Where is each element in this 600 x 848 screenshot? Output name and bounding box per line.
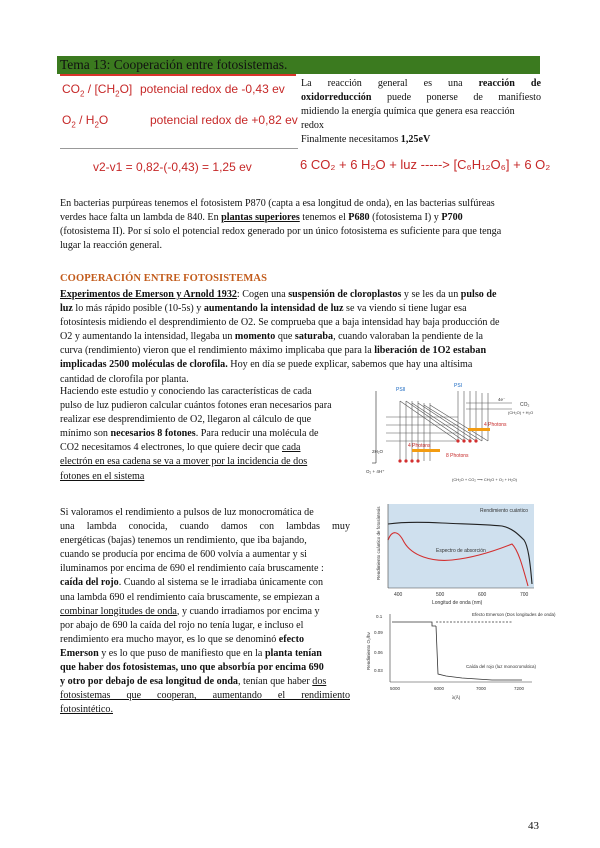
emerson-xtick: 7000 [476, 686, 487, 691]
formula-text: O] [119, 82, 133, 96]
text: iluminamos por encima de 690 el rendimiento caía bruscamente : [60, 563, 324, 575]
text: puede ponerse de manifiesto [371, 92, 541, 104]
formula-text: CO [62, 82, 80, 96]
text: mínimo son [60, 428, 111, 440]
formula-divider [60, 148, 298, 149]
red-drop-paragraph [60, 506, 350, 717]
text: lugar la reacción general. [60, 240, 162, 252]
text: cada [281, 442, 301, 454]
page-number: 43 [528, 820, 539, 832]
header-underline [60, 74, 296, 76]
text: tenemos el [299, 212, 349, 224]
redox-value-1: potencial redox de -0,43 ev [140, 82, 285, 96]
text: oxidorreducción [301, 92, 372, 104]
text: . Para reducir una molécula de [195, 428, 319, 440]
page-title: Tema 13: Cooperación entre fotosistemas. [60, 57, 288, 72]
text: una lambda conocida, cuando damos con lambdas muy [60, 521, 350, 533]
text: . Cuando al sistema se le irradiaba únicamente con [118, 577, 324, 589]
z-label-ch2o: (CH₂O) + H₂O [508, 410, 534, 415]
text: Hoy en día se puede explicar, sabemos que hay una altísima [227, 359, 473, 371]
emerson-label-drop: Caída del rojo (luz monocromática) [466, 664, 537, 669]
text: dos [312, 676, 327, 688]
text: P680 [348, 212, 370, 224]
spectrum-tick: 400 [394, 592, 403, 598]
text: redox [301, 120, 324, 132]
text: y es lo que puso de manifiesto que en la [98, 647, 265, 659]
text: CO2 necesitamos 4 electrones, lo que quiere decir que [60, 442, 282, 454]
z-label-4e: 4e⁻ [498, 397, 506, 402]
text: liberación de 1O2 estaban [374, 345, 487, 357]
text: cantidad de clorofila por planta. [60, 373, 189, 385]
emerson-xtick: 5000 [390, 686, 401, 691]
emerson-paragraph [60, 288, 542, 387]
text: saturaba [294, 331, 334, 343]
z-label-4photons: 4 Photons [484, 422, 507, 428]
photosynthesis-equation: 6 CO₂ + 6 H₂O + luz -----> [C₆H₁₂O₆] + 6 O₂ [300, 157, 551, 172]
text: pulso de [460, 289, 497, 300]
z-label-psi: PSI [454, 383, 463, 389]
emerson-xtick: 6000 [434, 686, 445, 691]
spectrum-tick: 700 [520, 592, 529, 598]
z-label-psii: PSII [396, 387, 406, 393]
formula-text: O [98, 113, 109, 127]
text: que haber dos fotosistemas, uno que absorbía por encima 690 [60, 662, 324, 674]
emerson-label-effect: Efecto Emerson (Dos longitudes de onda) [472, 612, 556, 617]
photons-paragraph [60, 385, 356, 484]
redox-value-2: potencial redox de +0,82 ev [150, 113, 298, 127]
spectrum-label-absorption: Espectro de absorción [436, 548, 486, 554]
text: Experimentos de Emerson y Arnold 1932 [60, 289, 237, 300]
text: Finalmente necesitamos [301, 134, 401, 146]
formula-text: O [62, 113, 72, 127]
emerson-effect-figure [362, 608, 556, 702]
text: una lambda 690 el rendimiento caía bruscamente, se empiezan a [60, 591, 320, 603]
section-title: COOPERACIÓN ENTRE FOTOSISTEMAS [60, 273, 268, 284]
text: se va viendo si tiene lugar esa [343, 303, 467, 315]
z-label-equation: (CH₂O + CO₂ ⟶ CH₂O + O₂ + H₂O) [452, 477, 517, 482]
text: fotosíntesis midiendo el desprendimiento de O2. Se comprueba que a baja intensidad hay baja producción de [60, 317, 500, 329]
spectrum-label-quantum: Rendimiento cuántico [480, 508, 529, 514]
text: Si valoramos el rendimiento a pulsos de luz monocromática de [60, 507, 314, 518]
text: energéticas (bajas) tenemos un rendimiento, que iba bajando, [60, 535, 307, 547]
z-label-8photons: 8 Photons [446, 453, 469, 459]
reaction-description [301, 77, 541, 147]
text: rendimiento era mucho mayor, es lo que se denominó [60, 633, 279, 645]
intro-paragraph [60, 197, 542, 253]
emerson-ytick: 0.09 [374, 630, 383, 635]
text: efecto [278, 633, 305, 645]
text: O2 y aumentando la intensidad, llegaba un [60, 331, 235, 343]
spectrum-xlabel: Longitud de onda (nm) [432, 600, 483, 606]
text: suspensión de cloroplastos [288, 289, 402, 300]
formula-text: / H [75, 113, 95, 127]
text: (fotosistema II). Por sí solo el potencial redox generado por un único fotosistema es suficiente para que tenga [60, 226, 502, 238]
text: cuando se producía por encima de 600 volvía a aumentar y si [60, 549, 307, 561]
text: fotosintético. [60, 704, 113, 716]
spectrum-tick: 500 [436, 592, 445, 598]
text: pulso de luz pudieron calcular cuántos fotones eran necesarios para [60, 400, 332, 412]
z-label-2h2o: 2H₂O [372, 449, 383, 454]
emerson-xtick: 7200 [514, 686, 525, 691]
text: Emerson [60, 647, 99, 659]
spectrum-tick: 600 [478, 592, 487, 598]
text: plantas superiores [221, 212, 300, 224]
text: momento [234, 331, 276, 343]
text: caída del rojo [60, 577, 119, 589]
spectrum-figure [362, 500, 542, 608]
text: implicadas 2500 moléculas de clorofila. [60, 359, 228, 371]
text: 1,25eV [400, 134, 431, 146]
text: En bacterias purpúreas tenemos el fotosistem P870 (capta a esa longitud de onda), en las bacterias sulfúreas [60, 198, 495, 209]
text: Haciendo este estudio y conociendo las características de cada [60, 386, 312, 397]
text: que [275, 331, 295, 343]
formula-text: / [CH [84, 82, 116, 96]
text: (fotosistema I) y [369, 212, 442, 224]
text: electrón en esa cadena se va a mover por la incidencia de dos [60, 456, 308, 468]
emerson-ylabel: Rendimiento O₂/hν [366, 632, 371, 670]
text: fotosistemas que cooperan, aumentando el rendimiento [60, 690, 350, 702]
text: curva (rendimiento) vieron que el rendimiento máximo implicaba que para la [60, 345, 375, 357]
subscript: 2 [71, 120, 76, 130]
text: luz [60, 303, 73, 315]
text: y otro por debajo de esa longitud de onda [60, 676, 238, 688]
redox-formula-2: $O_2 / H_2O$ [62, 113, 109, 130]
text: reacción de [478, 78, 541, 89]
redox-formula-1 [62, 82, 132, 98]
subscript: 2 [80, 89, 85, 99]
text: realizar ese desprendimiento de O2, llegaron al cálculo de que [60, 414, 312, 426]
z-label-o2: O₂ + 4H⁺ [366, 469, 385, 474]
text: aumentando la intensidad de luz [203, 303, 344, 315]
z-label-co2: CO₂ [520, 402, 530, 408]
text: La reacción general es una [301, 78, 479, 89]
text: combinar longitudes de onda [60, 605, 177, 617]
text: verdes hace falta un lambda de 840. En [60, 212, 222, 224]
text: , y cuando irradiamos por encima y [176, 605, 320, 617]
spectrum-ylabel: Rendimiento cuántico de fotosíntesis [376, 506, 381, 580]
text: , tenían que haber [237, 676, 313, 688]
emerson-ytick: 0.06 [374, 650, 383, 655]
text: P700 [441, 212, 463, 224]
text: midiendo la energía química que genera esa reacción [301, 106, 515, 118]
potential-difference: v2-v1 = 0,82-(-0,43) = 1,25 ev [93, 160, 252, 174]
text: , cuando valoraban la pendiente de la [333, 331, 484, 343]
emerson-ytick: 0.1 [376, 614, 383, 619]
text: fotones en el sistema [60, 470, 145, 482]
emerson-ytick: 0.03 [374, 668, 383, 673]
z-scheme-figure [362, 381, 540, 489]
text: y se les da un [401, 289, 461, 300]
subscript: 2 [115, 89, 120, 99]
text: por abajo de 690 la caída del rojo no tenía lugar, e incluso el [60, 619, 304, 631]
z-label-4photons-psii: 4 Photons [408, 443, 431, 449]
text: lo más rápido posible (10-5s) y [72, 303, 204, 315]
emerson-xlabel: λ(Å) [452, 695, 461, 700]
text: planta tenían [264, 647, 322, 659]
text: necesarios 8 fotones [110, 428, 196, 440]
text: : Cogen una [236, 289, 289, 300]
